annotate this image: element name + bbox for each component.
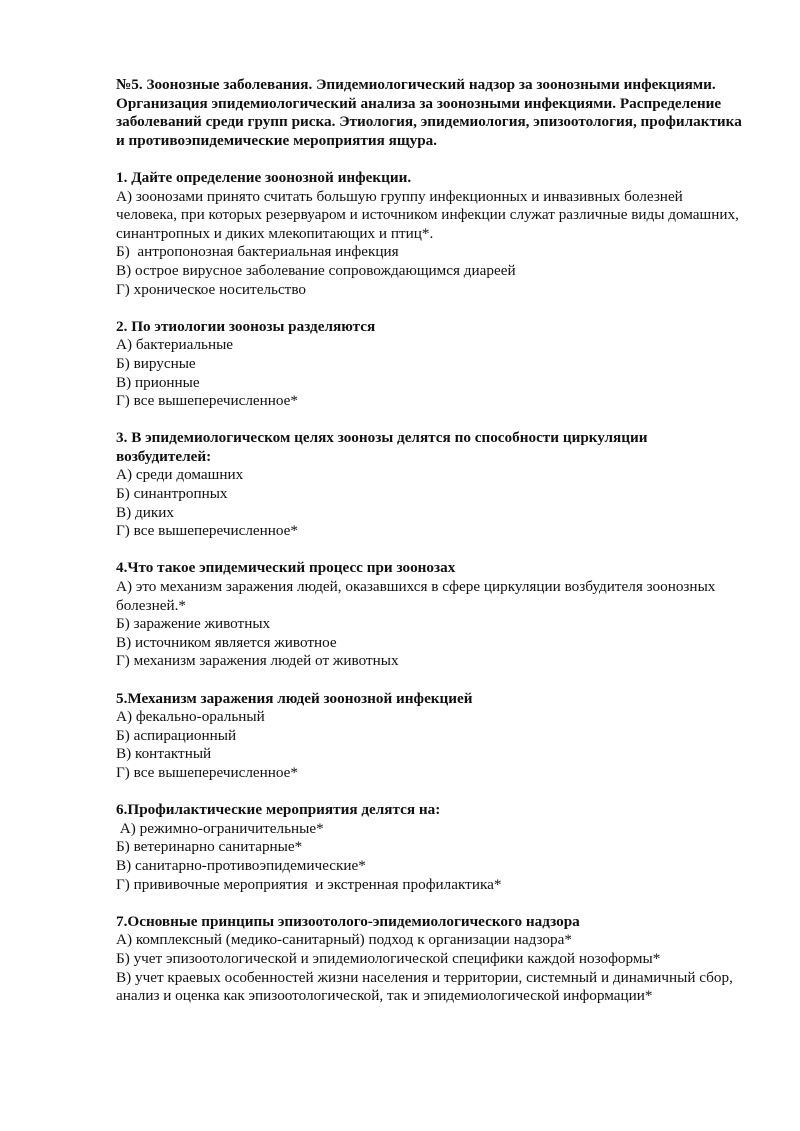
document-title: №5. Зоонозные заболевания. Эпидемиологический надзор за зоонозными инфекциями. Организация эпидемиологический анализа за зоонозными инфекциями. Распределение заболеваний среди групп риска. Этиология, эпидемиология, эпизоотология, профилактика и противоэпидемические мероприятия ящура. (116, 76, 742, 149)
answer-option: А) режимно-ограничительные* (116, 819, 324, 837)
answer-option: Б) заражение животных (116, 615, 271, 633)
question-block (116, 801, 746, 894)
answer-option: А) бактериальные (116, 336, 234, 354)
answer-option: Г) хроническое носительство (116, 280, 306, 298)
answer-option: В) источником является животное (116, 633, 337, 651)
question-block (116, 690, 746, 783)
answer-option: Б) ветеринарно санитарные* (116, 838, 303, 856)
answer-option: Г) прививочные мероприятия и экстренная профилактика* (116, 875, 502, 893)
answer-option: Г) все вышеперечисленное* (116, 763, 299, 781)
answer-option: А) среди домашних (116, 466, 244, 484)
question-block (116, 318, 746, 411)
answer-option: В) диких (116, 503, 174, 521)
answer-option: Б) антропонозная бактериальная инфекция (116, 243, 399, 261)
answer-option: Б) вирусные (116, 354, 196, 372)
question-text: 7.Основные принципы эпизоотолого-эпидемиологического надзора (116, 912, 580, 930)
answer-option: Б) синантропных (116, 485, 228, 503)
answer-option: А) это механизм заражения людей, оказавшихся в сфере циркуляции возбудителя зоонозных болезней.* (116, 578, 720, 614)
question-block (116, 429, 746, 541)
question-block (116, 559, 746, 671)
question-text: 1. Дайте определение зоонозной инфекции. (116, 168, 412, 186)
answer-option: В) прионные (116, 373, 200, 391)
answer-option: Г) все вышеперечисленное* (116, 392, 299, 410)
question-text: 4.Что такое эпидемический процесс при зоонозах (116, 559, 456, 577)
question-text: 5.Механизм заражения людей зоонозной инфекцией (116, 689, 473, 707)
question-text: 6.Профилактические мероприятия делятся на: (116, 801, 441, 819)
answer-option: А) комплексный (медико-санитарный) подход к организации надзора* (116, 931, 572, 949)
question-block (116, 913, 746, 1006)
answer-option: А) фекально-оральный (116, 708, 265, 726)
question-block (116, 169, 746, 299)
answer-option: В) острое вирусное заболевание сопровождающимся диареей (116, 261, 516, 279)
answer-option: А) зоонозами принято считать большую группу инфекционных и инвазивных болезней человека, при которых резервуаром и источником инфекции служат различные виды домашних, синантропных и диких млекопитающих и птиц*. (116, 187, 743, 242)
question-text: 2. По этиологии зоонозы разделяются (116, 317, 376, 335)
question-list (116, 169, 746, 1006)
answer-option: Б) учет эпизоотологической и эпидемиологической специфики каждой нозоформы* (116, 949, 661, 967)
question-text: 3. В эпидемиологическом целях зоонозы делятся по способности циркуляции возбудителей: (116, 429, 648, 465)
answer-option: Б) аспирационный (116, 726, 237, 744)
answer-option: В) учет краевых особенностей жизни населения и территории, системный и динамичный сбор, анализ и оценка как эпизоотологической, так и эпидемиологической информации* (116, 968, 737, 1005)
answer-option: В) контактный (116, 745, 212, 763)
answer-option: В) санитарно-противоэпидемические* (116, 856, 366, 874)
answer-option: Г) механизм заражения людей от животных (116, 652, 399, 670)
answer-option: Г) все вышеперечисленное* (116, 522, 299, 540)
document-content (116, 76, 746, 1006)
